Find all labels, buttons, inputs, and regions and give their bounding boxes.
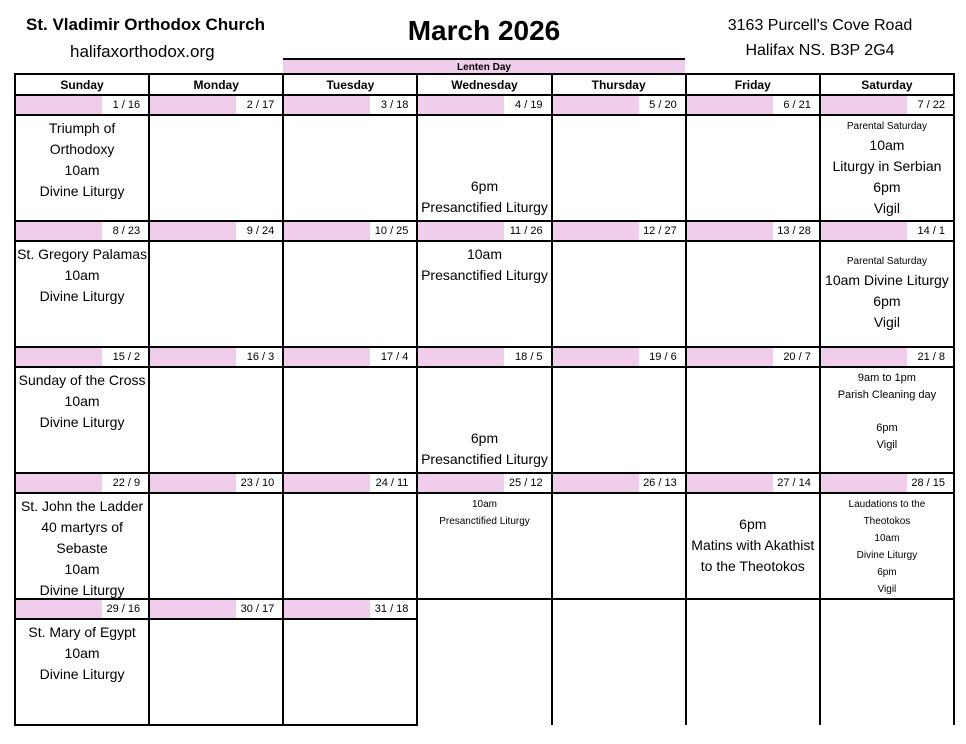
event-cell xyxy=(15,115,149,221)
weekday-sunday: Sunday xyxy=(15,74,149,95)
event-cell xyxy=(552,115,686,221)
event-line: Vigil xyxy=(873,200,901,216)
date-row xyxy=(15,347,954,367)
date-cell xyxy=(149,473,283,493)
event-line: Presanctified Liturgy xyxy=(439,516,530,527)
date-number: 3 / 18 xyxy=(380,99,409,111)
event-line: to the Theotokos xyxy=(700,557,805,574)
date-row xyxy=(15,221,954,241)
event-line: Laudations to the xyxy=(848,499,926,510)
event-line: Divine Liturgy xyxy=(39,582,125,598)
date-highlight xyxy=(16,222,102,240)
event-line: 6pm xyxy=(470,178,499,194)
date-number: 26 / 13 xyxy=(643,477,677,489)
date-highlight xyxy=(16,600,102,618)
event-line: Presanctified Liturgy xyxy=(421,199,548,215)
date-cell xyxy=(686,95,820,115)
event-row xyxy=(15,493,954,599)
date-highlight xyxy=(553,474,639,492)
weekday-friday: Friday xyxy=(686,74,820,95)
event-line: 10am Divine Liturgy xyxy=(825,272,949,288)
event-cell xyxy=(417,493,551,599)
date-highlight xyxy=(150,348,236,366)
date-number: 20 / 7 xyxy=(783,351,811,363)
event-line: Vigil xyxy=(877,584,897,595)
event-line: 40 martyrs of Sebaste xyxy=(41,519,123,556)
event-line: Triumph of Orthodoxy xyxy=(48,120,116,157)
church-name: St. Vladimir Orthodox Church xyxy=(26,15,265,34)
lenten-day-label: Lenten Day xyxy=(283,58,685,74)
date-number: 29 / 16 xyxy=(106,603,141,615)
date-highlight xyxy=(284,222,370,240)
date-highlight xyxy=(687,474,773,492)
date-highlight xyxy=(553,222,639,240)
event-row xyxy=(15,367,954,473)
date-number: 7 / 22 xyxy=(917,99,945,111)
event-line: 10am xyxy=(471,499,497,510)
calendar-grid xyxy=(14,73,955,726)
event-line: 6pm xyxy=(877,567,897,578)
event-line: 6pm xyxy=(739,515,767,532)
date-highlight xyxy=(150,96,236,114)
date-number: 31 / 18 xyxy=(374,603,409,615)
event-cell xyxy=(15,241,149,347)
event-line: 10am xyxy=(874,533,900,544)
address-line-1: 3163 Purcell's Cove Road xyxy=(727,17,913,34)
event-row xyxy=(15,115,954,221)
event-cell xyxy=(283,367,417,473)
event-line: Vigil xyxy=(873,314,901,330)
event-line: Divine Liturgy xyxy=(39,288,125,304)
event-cell xyxy=(820,241,954,347)
event-line: 10am xyxy=(64,561,100,577)
weekday-header-row xyxy=(15,74,954,95)
date-row xyxy=(15,473,954,493)
date-number: 27 / 14 xyxy=(777,477,811,489)
date-cell xyxy=(686,473,820,493)
event-line: Divine Liturgy xyxy=(39,183,125,199)
date-cell xyxy=(149,221,283,241)
event-line: Divine Liturgy xyxy=(39,666,125,682)
date-number: 2 / 17 xyxy=(246,99,275,111)
address-line-2: Halifax NS. B3P 2G4 xyxy=(745,42,895,59)
event-line: Matins with Akathist xyxy=(691,536,815,553)
event-cell xyxy=(686,493,820,599)
date-highlight xyxy=(553,96,639,114)
date-number: 5 / 20 xyxy=(649,99,677,111)
empty-cell xyxy=(417,599,551,725)
event-line: Presanctified Liturgy xyxy=(421,267,548,283)
date-row xyxy=(15,599,954,619)
date-cell xyxy=(283,221,417,241)
date-number: 24 / 11 xyxy=(375,477,409,489)
event-cell xyxy=(820,493,954,599)
date-highlight xyxy=(821,96,907,114)
date-highlight xyxy=(418,96,504,114)
event-line: 6pm xyxy=(470,430,499,446)
event-line: 10am xyxy=(64,162,100,178)
event-cell xyxy=(686,367,820,473)
weekday-monday: Monday xyxy=(149,74,283,95)
date-number: 8 / 23 xyxy=(112,225,141,237)
date-number: 14 / 1 xyxy=(917,225,945,237)
date-highlight xyxy=(687,96,773,114)
date-cell xyxy=(149,599,283,619)
event-line: 6pm xyxy=(873,179,901,195)
date-cell xyxy=(820,221,954,241)
event-cell xyxy=(417,367,551,473)
event-cell xyxy=(820,367,954,473)
date-number: 11 / 26 xyxy=(509,225,543,237)
date-number: 4 / 19 xyxy=(515,99,543,111)
weekday-wednesday: Wednesday xyxy=(417,74,551,95)
date-highlight xyxy=(16,474,102,492)
date-cell xyxy=(149,95,283,115)
event-line: Parental Saturday xyxy=(846,256,927,267)
date-highlight xyxy=(284,348,370,366)
event-line: Vigil xyxy=(876,439,898,451)
date-highlight xyxy=(418,222,504,240)
event-cell xyxy=(149,367,283,473)
weekday-thursday: Thursday xyxy=(552,74,686,95)
date-cell xyxy=(283,473,417,493)
event-line: Parental Saturday xyxy=(846,121,927,132)
event-line: Presanctified Liturgy xyxy=(421,451,548,467)
date-highlight xyxy=(553,348,639,366)
date-cell xyxy=(15,221,149,241)
date-cell xyxy=(417,95,551,115)
date-number: 30 / 17 xyxy=(240,603,275,615)
date-cell xyxy=(15,473,149,493)
date-cell xyxy=(283,347,417,367)
event-cell xyxy=(552,241,686,347)
event-cell xyxy=(283,241,417,347)
date-cell xyxy=(149,347,283,367)
event-cell xyxy=(283,619,417,725)
event-line: 10am xyxy=(64,267,100,283)
date-number: 25 / 12 xyxy=(508,477,543,489)
weekday-tuesday: Tuesday xyxy=(283,74,417,95)
date-highlight xyxy=(821,222,907,240)
date-number: 13 / 28 xyxy=(777,225,811,237)
event-cell xyxy=(686,241,820,347)
date-number: 6 / 21 xyxy=(783,99,811,111)
event-line: Sunday of the Cross xyxy=(18,372,146,388)
date-cell xyxy=(283,95,417,115)
date-cell xyxy=(417,347,551,367)
date-highlight xyxy=(418,348,504,366)
event-line: 10am xyxy=(64,393,100,409)
date-highlight xyxy=(16,348,102,366)
event-cell xyxy=(552,493,686,599)
date-number: 17 / 4 xyxy=(380,351,409,363)
event-line: Parish Cleaning day xyxy=(837,389,937,401)
event-cell xyxy=(15,619,149,725)
event-line: Liturgy in Serbian xyxy=(832,158,942,174)
event-line: Divine Liturgy xyxy=(856,550,918,561)
date-number: 23 / 10 xyxy=(240,477,275,489)
event-line: 6pm xyxy=(876,422,898,434)
event-line: 10am xyxy=(64,645,100,661)
date-cell xyxy=(417,221,551,241)
event-cell xyxy=(149,115,283,221)
date-number: 19 / 6 xyxy=(649,351,677,363)
event-cell xyxy=(283,493,417,599)
date-highlight xyxy=(418,474,504,492)
date-cell xyxy=(820,347,954,367)
date-number: 16 / 3 xyxy=(246,351,275,363)
calendar-weeks xyxy=(15,95,954,725)
date-cell xyxy=(15,347,149,367)
date-highlight xyxy=(687,348,773,366)
event-cell xyxy=(283,115,417,221)
date-highlight xyxy=(284,600,370,618)
date-cell xyxy=(552,95,686,115)
event-cell xyxy=(149,619,283,725)
event-cell xyxy=(417,241,551,347)
date-highlight xyxy=(821,474,907,492)
date-cell xyxy=(552,347,686,367)
event-cell xyxy=(149,241,283,347)
empty-cell xyxy=(552,599,686,725)
date-cell xyxy=(15,599,149,619)
empty-cell xyxy=(820,599,954,725)
event-line: St. John the Ladder xyxy=(20,498,144,514)
event-line: 10am xyxy=(466,246,502,262)
date-highlight xyxy=(284,474,370,492)
date-highlight xyxy=(150,222,236,240)
date-highlight xyxy=(687,222,773,240)
date-cell xyxy=(417,473,551,493)
date-highlight xyxy=(150,600,236,618)
event-cell xyxy=(15,493,149,599)
date-cell xyxy=(283,599,417,619)
date-number: 15 / 2 xyxy=(112,351,141,363)
date-cell xyxy=(552,473,686,493)
date-cell xyxy=(820,95,954,115)
event-line: 10am xyxy=(869,137,905,153)
event-cell xyxy=(417,115,551,221)
event-cell xyxy=(149,493,283,599)
date-highlight xyxy=(821,348,907,366)
date-highlight xyxy=(16,96,102,114)
month-title: March 2026 xyxy=(407,15,561,46)
date-number: 28 / 15 xyxy=(911,477,945,489)
date-number: 12 / 27 xyxy=(643,225,677,237)
empty-cell xyxy=(686,599,820,725)
date-number: 21 / 8 xyxy=(917,351,945,363)
date-number: 1 / 16 xyxy=(112,99,141,111)
date-cell xyxy=(686,347,820,367)
date-cell xyxy=(15,95,149,115)
date-highlight xyxy=(284,96,370,114)
event-cell xyxy=(15,367,149,473)
date-row xyxy=(15,95,954,115)
date-number: 22 / 9 xyxy=(112,477,141,489)
weekday-saturday: Saturday xyxy=(820,74,954,95)
date-cell xyxy=(820,473,954,493)
event-line: St. Mary of Egypt xyxy=(28,624,136,640)
event-line: Divine Liturgy xyxy=(39,414,125,430)
event-line: Theotokos xyxy=(863,516,911,527)
event-line: 9am to 1pm xyxy=(857,372,916,384)
date-cell xyxy=(686,221,820,241)
event-row xyxy=(15,241,954,347)
event-cell xyxy=(820,115,954,221)
date-number: 10 / 25 xyxy=(374,225,409,237)
website-link[interactable]: halifaxorthodox.org xyxy=(70,42,215,61)
event-cell xyxy=(552,367,686,473)
date-cell xyxy=(552,221,686,241)
date-highlight xyxy=(150,474,236,492)
date-number: 9 / 24 xyxy=(246,225,275,237)
date-number: 18 / 5 xyxy=(515,351,543,363)
event-cell xyxy=(686,115,820,221)
event-line: 6pm xyxy=(873,293,901,309)
event-line: St. Gregory Palamas xyxy=(17,246,148,262)
